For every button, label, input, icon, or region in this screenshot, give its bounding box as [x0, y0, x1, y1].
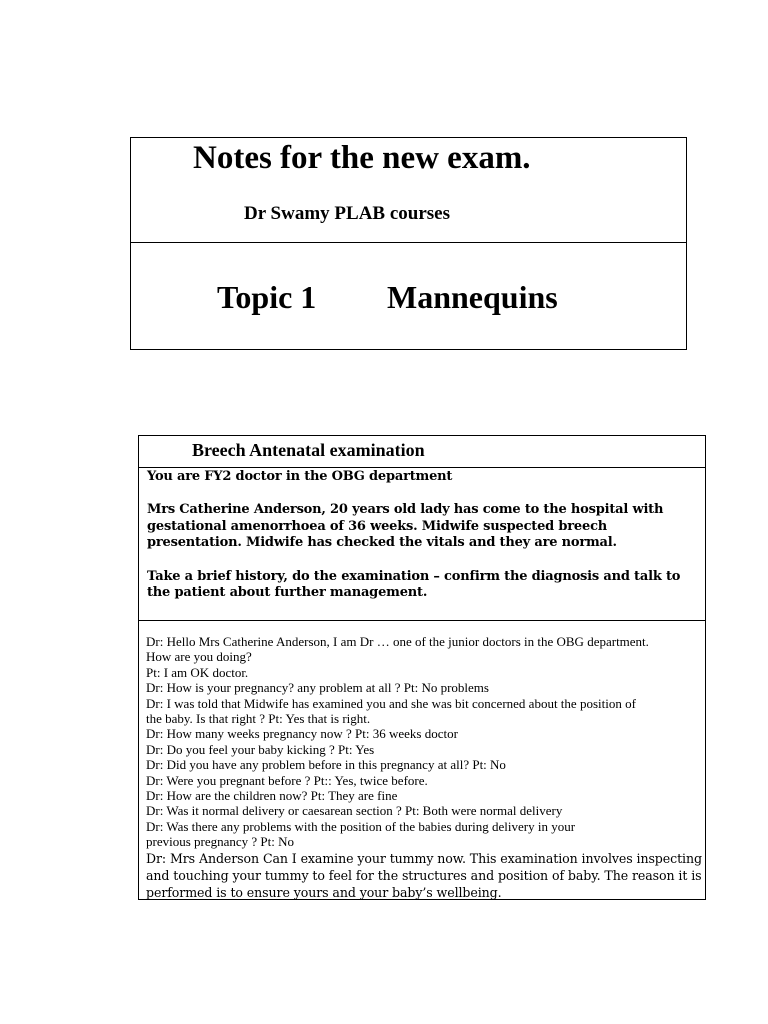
dialogue-line: Pt: I am OK doctor.	[146, 664, 249, 680]
dialogue-line: Dr: Was it normal delivery or caesarean section ? Pt: Both were normal delivery	[146, 803, 563, 819]
dialogue-line: Dr: How is your pregnancy? any problem at all ? Pt: No problems	[146, 680, 489, 696]
topic-name: Mannequins	[387, 279, 558, 315]
dialogue-line: Dr: Did you have any problem before in this pregnancy at all? Pt: No	[146, 757, 506, 773]
title-divider	[131, 242, 686, 243]
title-box	[130, 137, 687, 350]
brief-paragraph: Take a brief history, do the examination – confirm the diagnosis and talk to the patient about further management.	[147, 568, 681, 601]
topic-number: Topic 1	[217, 279, 317, 315]
dialogue-line: Dr: I was told that Midwife has examined you and she was bit concerned about the position of	[146, 695, 636, 711]
dialogue-line: performed is to ensure yours and your baby’s wellbeing.	[146, 884, 502, 900]
dialogue-line: the baby. Is that right ? Pt: Yes that is right.	[146, 711, 371, 727]
dialogue-line: Dr: Mrs Anderson Can I examine your tummy now. This examination involves inspecting	[146, 850, 702, 866]
dialogue-line: Dr: How many weeks pregnancy now ? Pt: 36 weeks doctor	[146, 726, 458, 742]
dialogue-line: previous pregnancy ? Pt: No	[146, 834, 295, 850]
dialogue-line: Dr: Hello Mrs Catherine Anderson, I am Dr … one of the junior doctors in the OBG department.	[146, 634, 649, 649]
document-title: Notes for the new exam.	[193, 140, 531, 176]
dialogue-line: and touching your tummy to feel for the structures and position of baby. The reason it is	[146, 867, 702, 883]
brief-divider	[139, 620, 705, 621]
case-table	[138, 435, 706, 900]
brief-paragraph: You are FY2 doctor in the OBG department	[147, 469, 453, 484]
case-brief	[147, 469, 699, 618]
brief-paragraph: Mrs Catherine Anderson, 20 years old lady has come to the hospital with gestational amenorrhoea of 36 weeks. Midwife suspected breech presentation. Midwife has checked the vitals and they are normal.	[147, 502, 664, 551]
dialogue-line: Dr: How are the children now? Pt: They are fine	[146, 788, 398, 804]
dialogue-transcript	[146, 634, 702, 901]
dialogue-line: Dr: Were you pregnant before ? Pt:: Yes, twice before.	[146, 772, 428, 788]
case-title: Breech Antenatal examination	[192, 440, 425, 460]
case-title-divider	[139, 467, 705, 468]
dialogue-line: How are you doing?	[146, 649, 252, 665]
document-subtitle: Dr Swamy PLAB courses	[244, 203, 451, 224]
dialogue-line: Dr: Do you feel your baby kicking ? Pt: Yes	[146, 741, 375, 757]
dialogue-line: Dr: Was there any problems with the position of the babies during delivery in your	[146, 818, 576, 834]
